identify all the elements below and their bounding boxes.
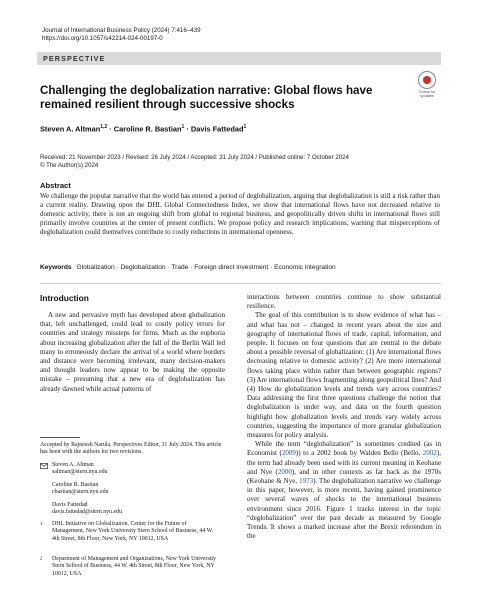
body-text: ). The deglobalization narrative we challenge in this paper, however, is more recent, having gained prominence over several waves of shocks to the international business environment since 2016. Figure 1 tracks interest in the topic “deglobalization” over the past decade as measured by Google Trends. It shows a marked increase after the Brexit referendum in the [247,477,441,541]
body-text: ), and in other contexts as far back as the 1970s (Keohane & Nye, [247,467,441,486]
check-for-updates-line2: updates [420,94,434,99]
contact-entry [52,502,232,517]
body-paragraph [247,440,441,541]
journal-citation [42,27,201,43]
author-name[interactable]: Davis Fattedad [190,124,244,134]
affiliation-text: DHL Initiative on Globalization, Center for the Future of Management, New York University Stern School of Business, 44 W. 4th Street, 8th Floor, New York, NY 10012, USA [52,521,214,542]
contact-email[interactable]: davis.fattedad@stern.nyu.edu [52,509,123,516]
introduction-heading: Introduction [40,293,89,303]
keyword: Trade [171,264,189,271]
keyword: Globalization [76,264,115,271]
author-separator: · [107,124,114,134]
keyword-separator: · [114,264,121,271]
keyword: Deglobalization [120,264,166,271]
editor-acceptance-note: Accepted by Rajneesh Narula, Perspectives Editor, 31 July 2024. This article has been with the authors for two revisions. [40,442,222,456]
keyword: Foreign direct investment [194,264,269,271]
body-paragraph: A new and pervasive myth has developed about globalization that, left unchallenged, could lead to costly policy errors for countries and strategy missteps for firms. Much as the euphoria about increasing globalization after the fall of the Berlin Wall led many to erroneously declare the arrival of a world where borders and distance were becoming irrelevant, many decision-makers and thought leaders now appear to be making the opposite mistake – presuming that a new era of deglobalization has already dawned while actual patterns of [40,311,225,393]
author-affiliation-mark: 1 [181,124,185,130]
check-for-updates-button[interactable] [413,71,441,99]
author-name[interactable]: Steven A. Altman [40,124,101,134]
body-text: ), the term had already been used with its current meaning in Keohane and Nye ( [247,449,441,476]
body-paragraph: interactions between countries continue to show substantial resilience. [247,293,441,311]
keyword-separator: · [188,264,195,271]
keyword: Economic integration [274,264,336,271]
keyword-separator: · [165,264,172,271]
contact-email[interactable]: cbastian@stern.nyu.edu [52,489,109,496]
check-for-updates-icon [418,71,436,89]
article-type-banner [37,52,441,65]
history-dates: Received: 21 November 2023 / Revised: 26 July 2024 / Accepted: 31 July 2024 / Published online: 7 October 2024 [40,154,349,161]
abstract-heading: Abstract [40,181,71,190]
affiliation-number: 1 [40,522,43,527]
citation-link[interactable]: 2000 [277,467,292,476]
citation-link[interactable]: 2002 [422,449,437,458]
affiliation-text: Department of Management and Organizations, New York University Stern School of Business, 44 W. 4th Street, 8th Floor, New York, NY 10012, USA [52,556,216,577]
contact-entry [52,462,232,477]
affiliation-number: 2 [40,557,43,562]
contact-name: Davis Fattedad [52,502,88,508]
contact-email[interactable]: saltman@stern.nyu.edu [52,469,108,476]
author-separator: · [184,124,191,134]
author-affiliation-mark: 1,2 [100,124,108,130]
copyright-line: © The Author(s) 2024 [40,162,99,169]
journal-reference: Journal of International Business Policy (2024) 7:416–439 [42,27,201,34]
check-for-updates-line1: Check for [418,90,436,94]
contact-entry [52,482,232,497]
body-text: )) to a 2002 book by Walden Bello (Bello, [295,449,423,458]
left-column-body [40,311,225,394]
doi-link[interactable]: https://doi.org/10.1057/s42214-024-00197-0 [42,35,163,42]
citation-link[interactable]: 1973 [299,477,314,486]
envelope-icon [40,463,48,469]
body-text: While the term “deglobalization” is sometimes credited (as in Economist ( [247,440,441,458]
right-column-body [247,293,441,541]
author-name[interactable]: Caroline R. Bastian [113,124,182,134]
keywords-line [40,264,336,271]
footnote-divider [40,437,80,438]
publication-dates [40,154,349,170]
body-paragraph: The goal of this contribution is to show evidence of what has – and what has not – changed in recent years about the size and geography of international flows of trade, capital, information, and people. It focuses on four questions that are central to the debate about a possible reversal of globalization: (1) Are international flows decreasing relative to domestic activity? (2) Are more international flows taking place within rather than between geographic regions? (3) Are international flows fragmenting along geopolitical lines? And (4) How do globalization levels and trends vary across countries? Data addressing the first three questions challenge the notion that deglobalization is under way, and data on the fourth question highlight how globalization levels and trends vary widely across countries, suggesting the importance of more granular globalization measures for policy analysis. [247,311,442,440]
keywords-label: Keywords [40,264,72,271]
section-divider [40,283,441,284]
citation-link[interactable]: 2009 [281,449,296,458]
keyword-separator: · [268,264,275,271]
abstract-text: We challenge the popular narrative that the world has entered a period of deglobalization, arguing that deglobalization is still a risk rather than a current reality. Drawing upon the DHL Global Connectedness Index, we show that international flows have not decreased relative to domestic activity, there is not an ongoing shift from global to regional business, and geopolitically driven shifts in international flows still primarily involve countries at the center of present conflicts. We propose policy and research implications, warning that misperceptions of deglobalization could themselves contribute to costly reductions in international openness. [40,192,440,237]
contact-name: Steven A. Altman [52,462,94,468]
author-affiliation-mark: 1 [243,124,247,130]
contact-name: Caroline R. Bastian [52,482,99,488]
article-title: Challenging the deglobalization narrative: Global flows have remained resilient through successive shocks [40,84,373,111]
author-list [40,124,246,133]
article-type-label: PERSPECTIVE [43,54,106,63]
